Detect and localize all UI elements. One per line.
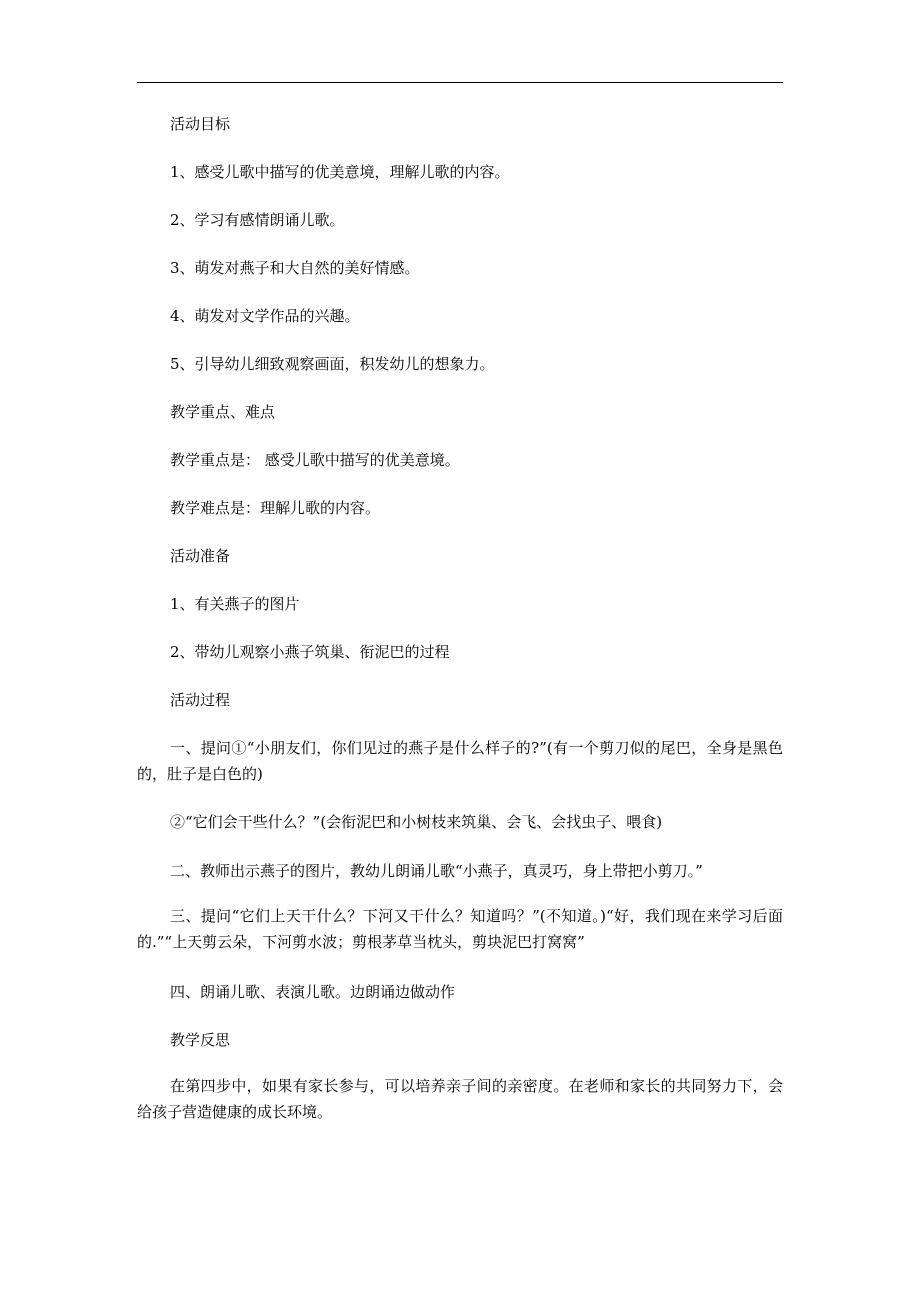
process-heading: 活动过程 [170,691,231,709]
goal-item-5: 5、引导幼儿细致观察画面，积发幼儿的想象力。 [170,355,495,373]
prep-item-2: 2、带幼儿观察小燕子筑巢、衔泥巴的过程 [170,643,450,661]
key-heading: 教学重点、难点 [170,403,276,421]
reflection-heading: 教学反思 [170,1031,231,1049]
difficult-point: 教学难点是：理解儿歌的内容。 [170,499,381,517]
goal-item-3: 3、萌发对燕子和大自然的美好情感。 [170,259,420,277]
process-step-1: 一、提问①“小朋友们，你们见过的燕子是什么样子的?”(有一个剪刀似的尾巴，全身是黑色的，肚子是白色的) [137,739,783,783]
key-point: 教学重点是： 感受儿歌中描写的优美意境。 [170,451,460,469]
process-step-4: 四、朗诵儿歌、表演儿歌。边朗诵边做动作 [170,983,456,1001]
process-step-3: 三、提问“它们上天干什么？下河又干什么？知道吗？”(不知道。)“好，我们现在来学习后面的.”“上天剪云朵，下河剪水波；剪根茅草当枕头，剪块泥巴打窝窝” [137,907,783,951]
header-rule [137,82,783,83]
prep-heading: 活动准备 [170,547,231,565]
goals-heading: 活动目标 [170,115,231,133]
process-step-1-sub: ②“它们会干些什么？”(会衔泥巴和小树枝来筑巢、会飞、会找虫子、喂食) [170,813,663,831]
prep-item-1: 1、有关燕子的图片 [170,595,300,613]
goal-item-1: 1、感受儿歌中描写的优美意境，理解儿歌的内容。 [170,163,510,181]
reflection-text: 在第四步中，如果有家长参与，可以培养亲子间的亲密度。在老师和家长的共同努力下，会给孩子营造健康的成长环境。 [137,1077,783,1121]
goal-item-4: 4、萌发对文学作品的兴趣。 [170,307,360,325]
process-step-2: 二、教师出示燕子的图片，教幼儿朗诵儿歌“小燕子，真灵巧，身上带把小剪刀。” [170,862,703,880]
goal-item-2: 2、学习有感情朗诵儿歌。 [170,211,345,229]
